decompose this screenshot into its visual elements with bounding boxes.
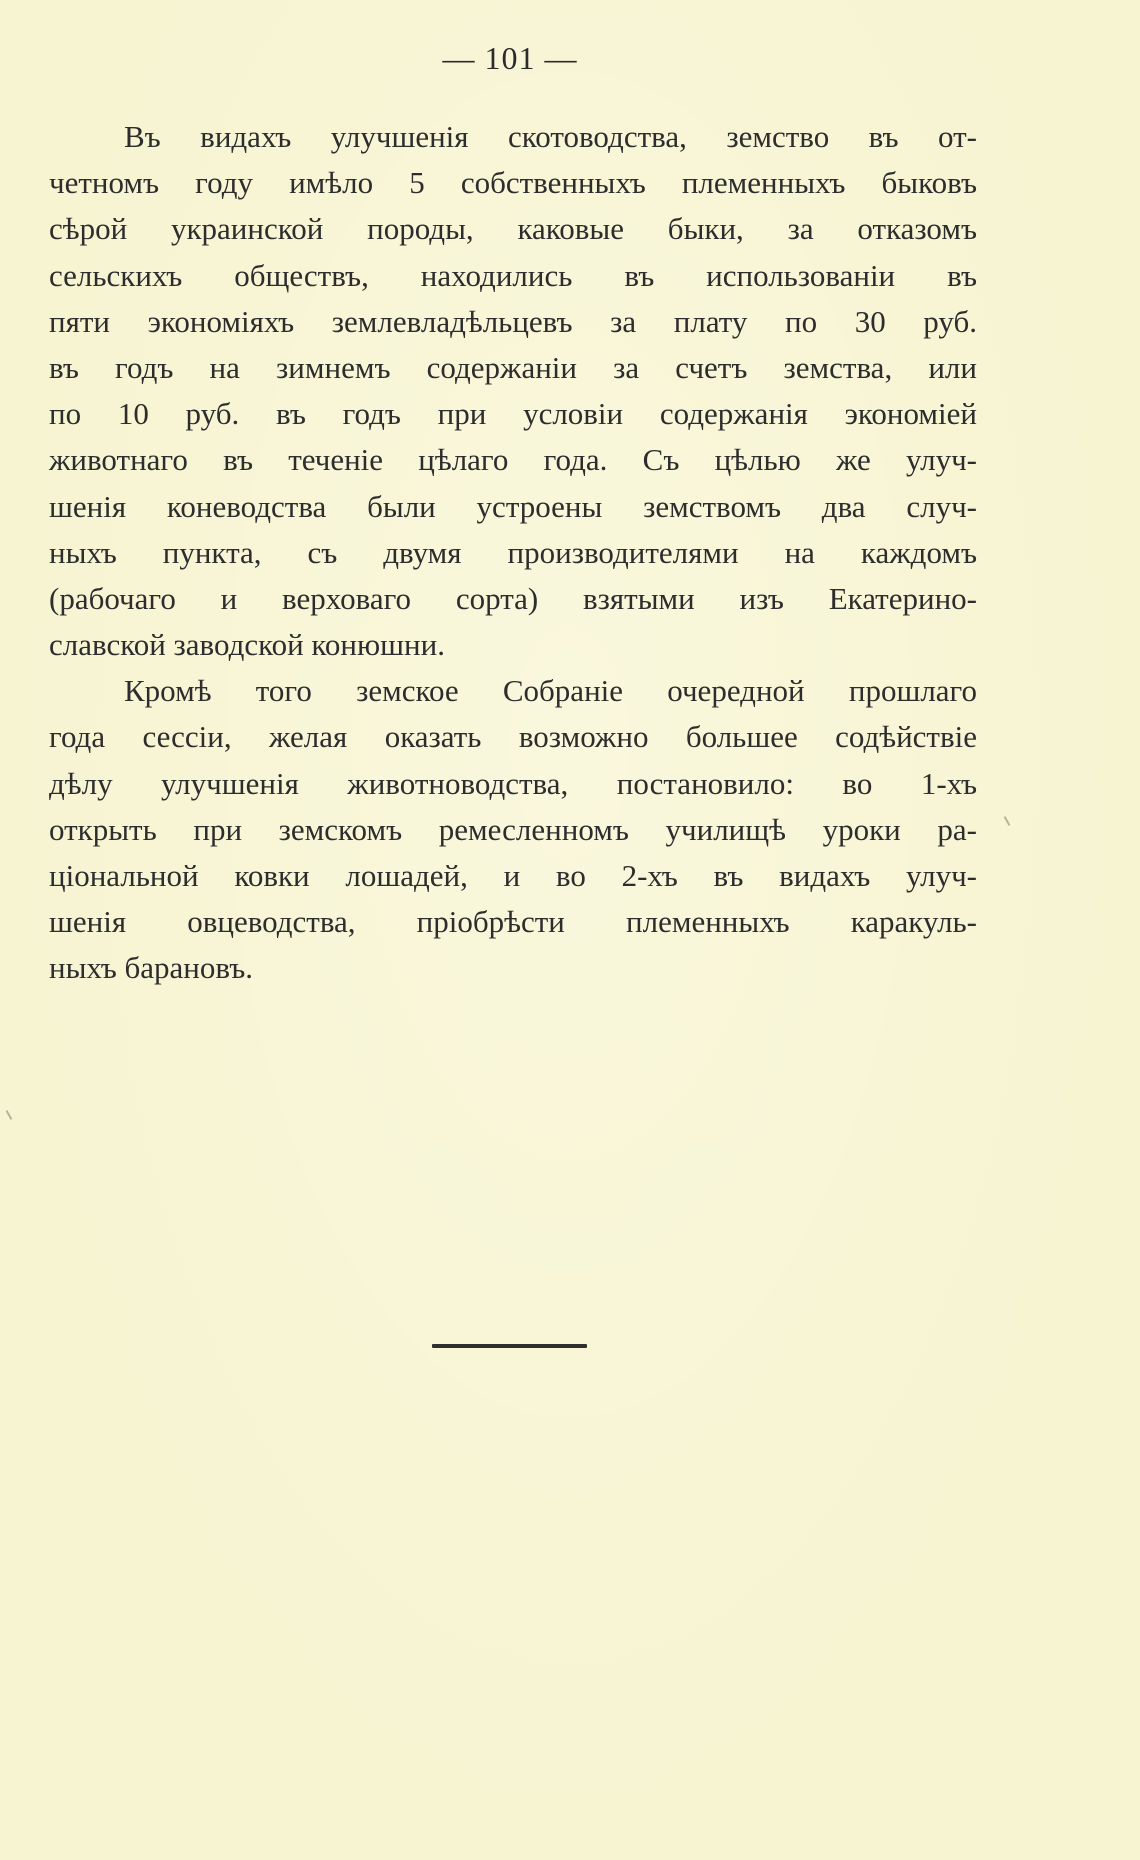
text-line: шенія коневодства были устроены земствомъ два случ- — [49, 488, 977, 524]
page-number: — 101 — — [442, 40, 578, 76]
text-line: сельскихъ обществъ, находились въ использованіи въ — [49, 257, 977, 293]
text-line: славской заводской конюшни. — [49, 627, 445, 663]
text-line: ныхъ пункта, съ двумя производителями на каждомъ — [49, 534, 977, 570]
end-rule — [432, 1344, 587, 1348]
text-line: года сессіи, желая оказать возможно большее содѣйствіе — [49, 719, 977, 755]
body-text — [49, 114, 977, 992]
text-line: по 10 руб. въ годъ при условіи содержанія экономіей — [49, 396, 977, 432]
text-line: ныхъ барановъ. — [49, 950, 254, 986]
paper-speck — [6, 1110, 13, 1120]
paragraph-1 — [49, 114, 977, 668]
text-line: сѣрой украинской породы, каковые быки, за отказомъ — [49, 211, 977, 247]
text-line: Кромѣ того земское Собраніе очередной прошлаго — [124, 673, 977, 709]
text-line: (рабочаго и верховаго сорта) взятыми изъ Екатерино- — [49, 580, 977, 616]
text-line: Въ видахъ улучшенія скотоводства, земство въ от- — [124, 119, 977, 154]
text-line: въ годъ на зимнемъ содержаніи за счетъ земства, или — [49, 349, 977, 385]
text-line: ціональной ковки лошадей, и во 2-хъ въ видахъ улуч- — [49, 858, 977, 893]
text-line: дѣлу улучшенія животноводства, постановило: во 1-хъ — [49, 765, 977, 801]
paper-speck — [1004, 816, 1011, 826]
paragraph-2 — [49, 668, 977, 991]
text-line: пяти экономіяхъ землевладѣльцевъ за плату по 30 руб. — [49, 303, 977, 339]
text-line: четномъ году имѣло 5 собственныхъ племенныхъ быковъ — [49, 165, 977, 201]
text-line: животнаго въ теченіе цѣлаго года. Съ цѣлью же улуч- — [49, 442, 977, 478]
text-line: открыть при земскомъ ремесленномъ училищѣ уроки ра- — [49, 811, 977, 847]
text-line: шенія овцеводства, пріобрѣсти племенныхъ каракуль- — [49, 904, 977, 940]
